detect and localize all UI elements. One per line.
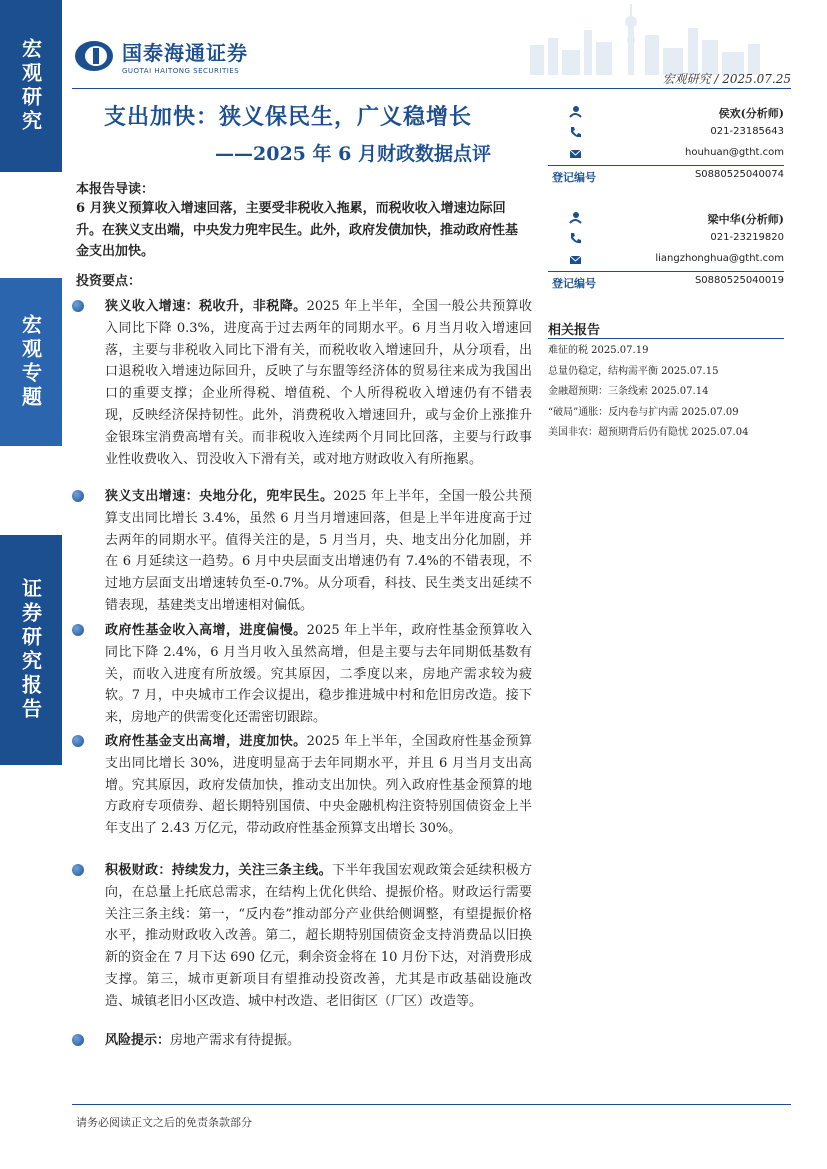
investment-heading: 投资要点：	[76, 274, 142, 289]
abstract-text: 6 月狭义预算收入增速回落，主要受非税收入拖累，而税收收入增速边际回升。在狭义支出端，中央发力兜牢民生。此外，政府发债加快，推动政府性基金支出加快。	[76, 201, 519, 259]
email-icon	[569, 253, 582, 266]
phone-icon	[569, 126, 582, 139]
point-text: 下半年我国宏观政策会延续积极方向，在总量上托底总需求，在结构上优化供给、提振价格。财政运行需要关注三条主线：第一，“反内卷”推动部分产业供给侧调整，有望提振价格水平，推动财政收入改善。第二，超长期特别国债资金支持消费品以旧换新的资金在 7 月下达 690 亿元，剩余资金将在 10 月份下达，对消费形成支撑。第三，城市更新项目有望推动投资改善，尤其是市政基础设施改造、城镇老旧小区改造、城中村改造、老旧街区（厂区）改造等。	[105, 863, 532, 1009]
analyst-phone: 021-23219820	[710, 232, 784, 243]
bullet-dot-icon	[72, 490, 84, 502]
report-subtitle: ——2025 年 6 月财政数据点评	[215, 143, 491, 165]
email-icon	[569, 147, 582, 160]
point-heading: 风险提示：	[105, 1033, 171, 1048]
point-text: 2025 年上半年，全国一般公共预算收入同比下降 0.3%，进度高于过去两年的同期水平。6 月当月收入增速回落，主要与非税收入同比下滑有关，而税收收入增速回升，从分项看，出口退税收入增速边际回升，反映了与东盟等经济体的贸易往来成为我国出口的重要支撑；企业所得税、增值税、个人所得税收入增速仍有不错表现，反映经济保持韧性。此外，消费税收入增速回升，或与金价上涨推升金银珠宝消费高增有关。而非税收入连续两个月同比回落，主要与行政事业性收费收入、罚没收入下滑有关，或对地方财政收入有所拖累。	[105, 299, 532, 467]
bullet-dot-icon	[72, 864, 84, 876]
analyst-email[interactable]: houhuan@gtht.com	[685, 147, 784, 158]
point-heading: 积极财政：持续发力，关注三条主线。	[105, 863, 333, 878]
related-report-link[interactable]: “破局”通胀：反内卷与扩内需 2025.07.09	[548, 406, 739, 418]
side-tab-macro-topic	[0, 278, 62, 446]
report-category-date: 宏观研究 / 2025.07.25	[662, 72, 791, 86]
point-heading: 政府性基金支出高增，进度加快。	[105, 734, 307, 749]
analyst-name: 梁中华(分析师)	[707, 213, 784, 226]
analyst-card	[548, 208, 784, 292]
related-report-link[interactable]: 难征的税 2025.07.19	[548, 345, 649, 356]
company-logo	[74, 37, 248, 75]
point-text: 房地产需求有待提振。	[170, 1033, 301, 1048]
header-divider	[72, 88, 791, 89]
logo-chinese-name: 国泰海通证券	[122, 41, 248, 65]
analyst-name: 侯欢(分析师)	[718, 107, 784, 120]
related-report-link[interactable]: 金融超预期：三条线索 2025.07.14	[548, 386, 709, 397]
phone-icon	[569, 232, 582, 245]
logo-english-name: GUOTAI HAITONG SECURITIES	[122, 67, 240, 75]
point-text: 2025 年上半年，全国政府性基金预算支出同比增长 30%，进度明显高于去年同期水平，并且 6 月当月支出高增。究其原因，政府发债加快，推动支出加快。列入政府性基金预算的地方政府专项债券、超长期特别国债、中央金融机构注资特别国债资金上半年支出了 2.43 万亿元，带动政府性基金预算支出增长 30%。	[105, 734, 532, 837]
investment-point	[72, 486, 532, 617]
point-heading: 狭义支出增速：央地分化，兜牢民生。	[105, 489, 334, 504]
side-tab-label: 宏观研究	[18, 38, 43, 134]
related-report-link[interactable]: 总量仍稳定，结构需平衡 2025.07.15	[548, 365, 719, 377]
point-text: 2025 年上半年，全国一般公共预算支出同比增长 3.4%，虽然 6 月当月增速回落，但是上半年进度高于过去两年的同期水平。值得关注的是，5 月当月，央、地支出分化加剧，并在 6 月延续这一趋势。6 月中央层面支出增速仍有 7.4%的不错表现，不过地方层面支出增速转负至-0.7%。从分项看，科技、民生类支出延续不错表现，基建类支出增速相对偏低。	[105, 489, 532, 613]
analyst-icon	[569, 105, 582, 118]
related-report-link[interactable]: 美国非农：超预期背后仍有隐忧 2025.07.04	[548, 427, 749, 438]
city-skyline-graphic	[520, 0, 770, 75]
bullet-dot-icon	[72, 1034, 84, 1046]
registration-label: 登记编号	[552, 277, 596, 290]
disclaimer-footer: 请务必阅读正文之后的免责条款部分	[76, 1116, 252, 1129]
related-divider	[548, 338, 784, 339]
risk-warning	[72, 1030, 532, 1052]
related-reports-list	[548, 341, 788, 444]
abstract-heading: 本报告导读：	[76, 182, 155, 197]
side-tab-label: 证券研究报告	[18, 578, 43, 722]
side-tab-securities-report	[0, 535, 62, 765]
investment-point	[72, 620, 532, 729]
analyst-card	[548, 102, 784, 186]
investment-point	[72, 731, 532, 840]
analyst-icon	[569, 211, 582, 224]
point-text: 2025 年上半年，政府性基金预算收入同比下降 2.4%，6 月当月收入虽然高增，但是主要与去年同期低基数有关，而收入进度有所放缓。究其原因，二季度以来，房地产需求较为疲软。7 月，中央城市工作会议提出，稳步推进城中村和危旧房改造。接下来，房地产的供需变化还需密切跟踪。	[105, 623, 532, 726]
logo-mark-icon	[74, 39, 114, 73]
registration-number: S0880525040074	[694, 169, 784, 180]
investment-point	[72, 860, 532, 1013]
investment-point	[72, 296, 532, 470]
bullet-dot-icon	[72, 300, 84, 312]
analyst-email[interactable]: liangzhonghua@gtht.com	[655, 253, 784, 264]
related-reports-heading: 相关报告	[548, 323, 601, 338]
bullet-dot-icon	[72, 624, 84, 636]
report-title: 支出加快：狭义保民生，广义稳增长	[104, 104, 473, 130]
registration-number: S0880525040019	[694, 275, 784, 286]
bullet-dot-icon	[72, 735, 84, 747]
point-heading: 政府性基金收入高增，进度偏慢。	[105, 623, 307, 638]
side-tab-macro-research	[0, 0, 62, 172]
registration-label: 登记编号	[552, 171, 596, 184]
analyst-phone: 021-23185643	[710, 126, 784, 137]
point-heading: 狭义收入增速：税收升，非税降。	[105, 299, 307, 314]
side-tab-label: 宏观专题	[18, 314, 43, 410]
footer-divider	[72, 1104, 791, 1105]
